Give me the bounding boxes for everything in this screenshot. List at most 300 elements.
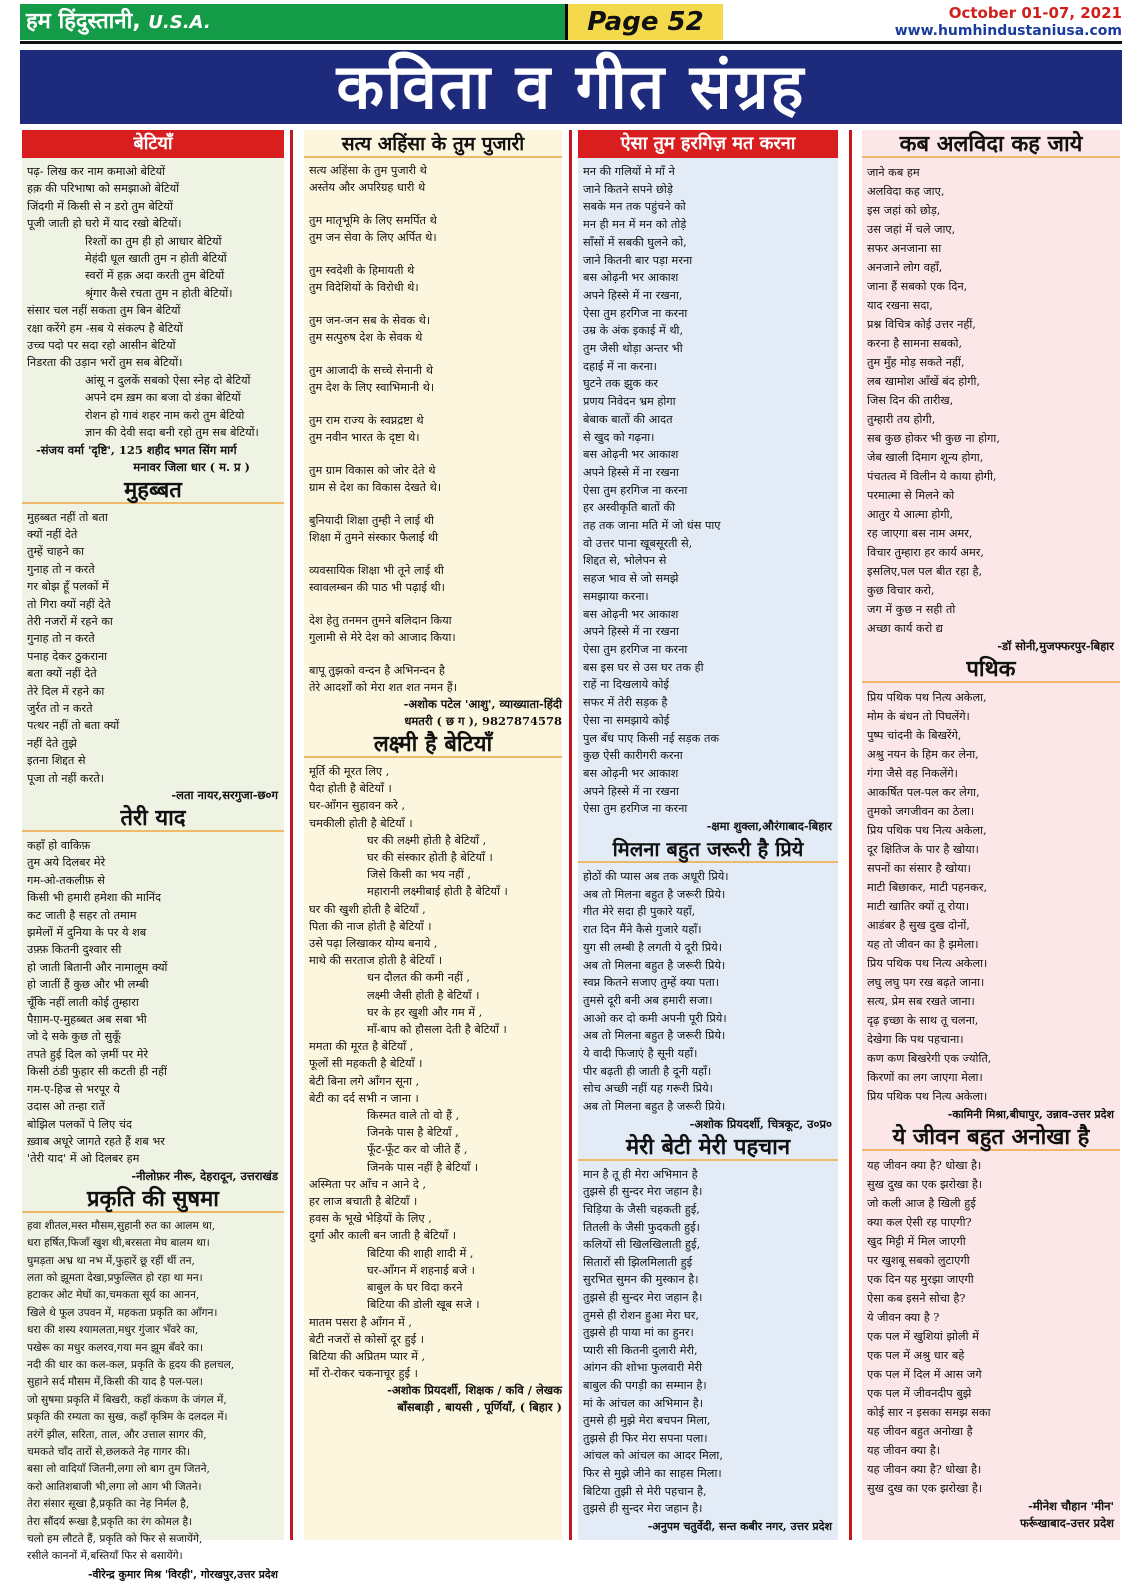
- poem-line: जुर्रत तो न करते: [27, 701, 93, 715]
- poem-line: तेरी नजरों में रहने का: [27, 614, 113, 628]
- poem-line: जिनके पास नहीं है बेटियाँ ।: [367, 1160, 479, 1174]
- poem-line: किसी ठंडी फुहार सी कटती ही नहीं: [27, 1065, 167, 1079]
- poem-line: [309, 346, 558, 363]
- poem-line: तुम नवीन भारत के दृष्टा थे।: [309, 430, 420, 444]
- poem-line: सत्य, प्रेम सब रखते जाना।: [867, 995, 975, 1008]
- poem-line: ज्ञान की देवी सदा बनी रहो तुम सब बेटियों।: [85, 426, 259, 440]
- poem-lakshmi: [304, 758, 562, 1382]
- poem-line: सुरभित सुमन की मुस्कान है।: [583, 1273, 699, 1287]
- poem-line: मेहंदी धूल खाती तुम न होती बेटियों: [85, 252, 227, 266]
- poem-line: देश हेतु तनमन तुमने बलिदान किया: [309, 614, 452, 627]
- poem-aisa-mat-karna: [578, 158, 838, 818]
- poem-line: खुद मिट्टी में मिल जाएगी: [867, 1235, 966, 1248]
- poem-line: प्रणय निवेदन भ्रम होगा: [583, 395, 676, 409]
- poem-line: बेबाक बातों की आदत: [583, 412, 673, 426]
- poem-author-place-lakshmi: बाँसबाड़ी , बायसी , पूर्णियाँ, ( बिहार ): [397, 1400, 562, 1415]
- poem-line: बस इस घर से उस घर तक ही: [583, 660, 704, 674]
- poem-line: इस जहां को छोड़,: [867, 204, 941, 217]
- poem-line: पखेरू का मधुर कलरव,गया मन झूम बँवरे का।: [27, 1341, 204, 1354]
- poem-line: तपते हुई दिल को ज़मीं पर मेरे: [27, 1047, 149, 1061]
- poem-line: तुझसे ही फिर मेरा सपना पला।: [583, 1431, 708, 1445]
- masthead: [20, 4, 1122, 42]
- poem-line: हो जाती बितानी और नामालूम क्यों: [27, 960, 168, 974]
- poem-line: देखेगा कि पथ पहचाना।: [867, 1033, 964, 1046]
- poem-line: करना है सामना सबको,: [867, 337, 963, 350]
- poem-line: होठों की प्यास अब तक अधूरी प्रिये।: [583, 870, 729, 884]
- poem-line: झमेलों में दुनिया के पर ये शब: [27, 926, 147, 940]
- poem-line: जिसे किसी का भय नहीं ,: [367, 868, 471, 882]
- poem-line: तुम आजादी के सच्चे सेनानी थे: [309, 364, 433, 377]
- poem-line: पंचतत्व में विलीन ये काया होगी,: [867, 470, 997, 483]
- poem-line: बाबुल के घर विदा करने: [367, 1281, 463, 1295]
- poem-line: गुलामी से मेरे देश को आजाद किया।: [309, 630, 456, 644]
- poem-line: संसार चल नहीं सकता तुम बिन बेटियों: [27, 304, 181, 318]
- poem-line: एक पल में अश्रु धार बहे: [867, 1349, 965, 1362]
- poem-line: [309, 246, 558, 263]
- poem-title-satya-ahinsa: सत्य अहिंसा के तुम पुजारी: [304, 130, 562, 158]
- poem-line: कलियों सी खिलखिलाती हुई,: [583, 1238, 701, 1252]
- poem-line: सहज भाव से जो समझे: [583, 572, 679, 586]
- poem-line: यह जीवन क्या है।: [867, 1444, 940, 1457]
- poem-line: साँसों में सबकी घुलने को,: [583, 235, 687, 249]
- poem-line: जो कली आज है खिली हुई: [867, 1197, 976, 1210]
- poem-line: 'तेरी याद' में ओ दिलबर हम: [27, 1152, 140, 1166]
- poem-line: अब तो मिलना बहुत है जरूरी प्रिये।: [583, 1029, 726, 1043]
- poem-line: तुम राम राज्य के स्वप्नद्रष्टा थे: [309, 414, 424, 427]
- poem-line: माँ-बाप को हौसला देती है बेटियाँ ।: [367, 1023, 507, 1037]
- poem-line: ख़्वाब अधूरे जागते रहते हैं शब भर: [27, 1134, 165, 1148]
- poem-line: क्यों नहीं देते: [27, 527, 78, 541]
- poem-title-jeevan: ये जीवन बहुत अनोखा है: [862, 1123, 1120, 1151]
- poem-line: प्रकृति की रम्यता का सुख, कहाँ कृत्रिम के दलदल में।: [27, 1411, 228, 1424]
- poem-line: सत्य अहिंसा के तुम पुजारी थे: [309, 164, 427, 177]
- poem-line: गंगा जैसे वह निकलेंगे।: [867, 767, 958, 780]
- column-divider: [849, 130, 852, 1540]
- poem-line: रह जाएगा बस नाम अमर,: [867, 527, 973, 540]
- poem-line: [309, 546, 558, 563]
- poem-line: अब तो मिलना बहुत है जरूरी प्रिये।: [583, 1100, 726, 1114]
- poem-line: सबके मन तक पहुंचने को: [583, 200, 686, 214]
- poem-title-aisa-mat-karna: ऐसा तुम हरगिज़ मत करना: [578, 130, 838, 158]
- poem-line: आकर्षित पल-पल कर लेगा,: [867, 786, 980, 799]
- poem-line: ऐसा ना समझाये कोई: [583, 713, 670, 727]
- poem-line: पुष्प चांदनी के बिखरेंगे,: [867, 729, 962, 742]
- poem-line: अच्छा कार्य करो द्य: [867, 622, 943, 635]
- poem-line: सुख दुख का एक झरोखा है।: [867, 1482, 983, 1495]
- poem-author-aisa-mat-karna: -क्षमा शुक्ला,औरंगाबाद-बिहार: [706, 819, 832, 834]
- column-2: [304, 130, 562, 1540]
- poem-line: अस्मिता पर आँच न आने दे ,: [309, 1177, 427, 1191]
- poem-line: दहाई में ना करना।: [583, 359, 657, 373]
- poem-line: [309, 296, 558, 313]
- poem-line: दूर क्षितिज के पार है खोया।: [867, 843, 979, 856]
- poem-line: तेरे दिल में रहने का: [27, 684, 105, 698]
- poem-line: इतना शिद्दत से: [27, 754, 86, 768]
- poem-line: व्यवसायिक शिक्षा भी तूने लाई थी: [309, 564, 444, 577]
- poem-line: मान है तू ही मेरा अभिमान है: [583, 1167, 698, 1181]
- poem-line: बता क्यों नहीं देते: [27, 667, 97, 681]
- poem-line: तरंगें झील, सरिता, ताल, और उत्ताल सागर की,: [27, 1428, 207, 1441]
- poem-author-satya-ahinsa: -अशोक पटेल 'आशु', व्याख्याता-हिंदी: [403, 697, 562, 711]
- poem-line: जिस दिन की तारीख,: [867, 394, 954, 407]
- poem-line: बेटी का दर्द सभी न जाना ।: [309, 1091, 419, 1105]
- poem-milna: [578, 863, 838, 1116]
- poem-line: आंसू न दुलकें सबको ऐसा स्नेह दो बेटियों: [85, 373, 251, 387]
- poem-title-betiyan: बेटियाँ: [22, 130, 284, 158]
- poem-title-mohabbat: मुहब्बत: [22, 476, 284, 504]
- poem-line: प्यारी सी कितनी दुलारी मेरी,: [583, 1343, 698, 1357]
- poem-line: जिंदगी में किसी से न डरो तुम बेटियों: [27, 199, 173, 213]
- poem-line: एक दिन यह मुरझा जाएगी: [867, 1273, 974, 1286]
- poem-line: सितारों सी झिलमिलाती हुई: [583, 1255, 693, 1269]
- poem-line: रोशन हो गावं शहर नाम करो तुम बेटियो: [85, 408, 245, 422]
- poem-author-milna: -अशोक प्रियदर्शी, चित्रकूट, उ०प्र०: [689, 1116, 832, 1131]
- poem-line: माटी बिछाकर, माटी पहनकर,: [867, 881, 988, 894]
- column-divider: [290, 130, 293, 1540]
- poem-line: गीत मेरे सदा ही पुकारे यहाँ,: [583, 905, 696, 919]
- issue-date: October 01-07, 2021: [948, 4, 1122, 22]
- poem-line: तुमसे ही रोशन हुआ मेरा घर,: [583, 1308, 699, 1322]
- poem-line: तुम्हें चाहने का: [27, 545, 85, 559]
- poem-line: ग्राम से देश का विकास देखते थे।: [309, 480, 442, 494]
- poem-line: माथे की सरताज होती है बेटियाँ ।: [309, 954, 443, 968]
- poem-line: पूजा तो नहीं करते।: [27, 771, 105, 785]
- poem-title-meri-beti: मेरी बेटी मेरी पहचान: [578, 1133, 838, 1161]
- poem-line: रात दिन मैंने कैसे गुजारे यहाँ।: [583, 923, 702, 937]
- poem-line: ऐसा तुम हरगिज ना करना: [583, 483, 688, 497]
- poem-line: यह जीवन क्या है? धोखा है।: [867, 1159, 982, 1172]
- poem-line: माँ रो-रोकर चकनाचूर हुई ।: [309, 1367, 418, 1381]
- poem-betiyan: [22, 158, 284, 442]
- poem-line: बापू तुझको वन्दन है अभिनन्दन है: [309, 664, 445, 677]
- poem-line: बेटी नजरों से कोसों दूर हुई ।: [309, 1332, 425, 1346]
- poem-line: बस ओढ़नी भर आकाश: [583, 766, 679, 780]
- poem-line: लता को झूमता देखा,प्रफुल्लित हो रहा था मन।: [27, 1271, 203, 1284]
- poem-line: प्रिय पथिक पथ नित्य अकेला,: [867, 691, 987, 704]
- poem-line: एक पल में खुशियां झोली में: [867, 1330, 979, 1343]
- poem-line: बिटिया की शाही शादी में ,: [367, 1246, 474, 1260]
- poem-line: हवस के भूखे भेड़ियों के लिए ,: [309, 1212, 432, 1226]
- poem-line: तुम देश के लिए स्वाभिमानी थे।: [309, 380, 435, 394]
- publication-title: [20, 4, 565, 40]
- poem-line: चमकते चाँद तारों से,छलकते नेह गागर की।: [27, 1446, 191, 1458]
- poem-author-place-betiyan: मनावर जिला धार ( म. प्र ): [133, 459, 250, 474]
- poem-line: [309, 496, 558, 513]
- poem-pathik: [862, 683, 1120, 1106]
- poem-line: ये जीवन क्या है ?: [867, 1311, 940, 1324]
- poem-line: कट जाती है सहर तो तमाम: [27, 908, 137, 922]
- poem-line: शिक्षा में तुमने संस्कार फैलाई थी: [309, 530, 439, 544]
- poem-line: मोम के बंधन तो पिघलेंगे।: [867, 710, 970, 723]
- poem-line: पनाह देकर ठुकराना: [27, 649, 108, 663]
- poem-line: अपने दम ख़म का बजा दो डंका बेटियों: [85, 391, 241, 405]
- poem-line: पैग़ाम-ए-मुहब्बत अब सबा भी: [27, 1013, 147, 1027]
- poem-line: सफर में तेरी सड़क है: [583, 696, 668, 710]
- poem-line: कुछ विचार करो,: [867, 584, 935, 597]
- poem-line: ऐसा तुम हरगिज ना करना: [583, 306, 688, 320]
- poem-line: मां के आंचल का अभिमान है।: [583, 1396, 704, 1410]
- poem-line: हटाकर ओट मेघों का,चमकता सूर्य का आनन,: [27, 1289, 200, 1302]
- poem-line: प्रिय पथिक पथ नित्य अकेला,: [867, 824, 987, 837]
- poem-line: सोच अच्छी नहीं यह गरूरी प्रिये।: [583, 1082, 713, 1096]
- poem-line: ऐसा तुम हरगिज ना करना: [583, 802, 688, 816]
- poem-line: आंगन की शोभा फुलवारी मेरी: [583, 1361, 703, 1375]
- poem-line: एक पल में जीवनदीप बुझे: [867, 1387, 972, 1400]
- poem-title-teri-yaad: तेरी याद: [22, 804, 284, 832]
- publication-suffix: U.S.A.: [148, 12, 211, 33]
- poem-line: नहीं देते तुझे: [27, 736, 77, 750]
- poem-line: कुछ ऐसी कारीगरी करना: [583, 749, 683, 763]
- poem-line: [309, 396, 558, 413]
- poem-line: घुमड़ता अभ्र था नभ में,फुहारें छू रहीं थीं तन,: [27, 1254, 195, 1267]
- poem-title-alvida: कब अलविदा कह जाये: [862, 130, 1120, 158]
- poem-line: नदी की धार का कल-कल, प्रकृति के हृदय की हलचल,: [27, 1358, 235, 1371]
- poem-line: एक पल में दिल में आस जगे: [867, 1368, 982, 1381]
- poem-line: तुम सत्पुरुष देश के सेवक थे: [309, 330, 423, 344]
- poem-line: किरणों का लग जाएगा मेला।: [867, 1071, 983, 1084]
- column-4: [862, 130, 1120, 1540]
- poem-line: घर की संस्कार होती है बेटियाँ ।: [367, 851, 493, 865]
- poem-line: धरा हर्षित,फिजाँ खुश थी,बरसता मेघ बालम था।: [27, 1237, 210, 1250]
- poem-title-prakriti: प्रकृति की सुषमा: [22, 1185, 284, 1213]
- poem-line: प्रिय पथिक पथ नित्य अकेला।: [867, 957, 988, 970]
- poem-line: धन दौलत की कमी नहीं ,: [367, 971, 470, 985]
- poem-line: तुम स्वदेशी के हिमायती थे: [309, 264, 415, 277]
- poem-line: जिनके पास है बेटियाँ ,: [367, 1126, 459, 1140]
- poem-line: शिद्दत से, भोलेपन से: [583, 554, 667, 568]
- poem-line: जग में कुछ न सही तो: [867, 603, 956, 616]
- poem-line: तुमसे दूरी बनी अब हमारी सजा।: [583, 993, 713, 1007]
- poem-line: बस ओढ़नी भर आकाश: [583, 448, 679, 462]
- poem-line: अनजाने लोग वहाँ,: [867, 261, 943, 274]
- poem-line: चूँकि नहीं लाती कोई तुम्हारा: [27, 995, 139, 1009]
- poem-line: तो गिरा क्यों नहीं देते: [27, 597, 111, 611]
- poem-line: युग सी लम्बी है लगती ये दूरी प्रिये।: [583, 940, 722, 954]
- poem-line: घर के हर खुशी और गम में ,: [367, 1005, 483, 1019]
- poem-author-betiyan: -संजय वर्मा 'दृष्टि', 125 शहीद भगत सिंग मार्ग: [36, 442, 237, 457]
- website-link[interactable]: www.humhindustaniusa.com: [894, 23, 1122, 39]
- poem-teri-yaad: [22, 832, 284, 1168]
- poem-line: क्या कल ऐसी रह पाएगी?: [867, 1216, 972, 1229]
- poem-line: निडरता की उड़ान भरों तुम सब बेटियों।: [27, 356, 183, 370]
- poem-line: [309, 646, 558, 663]
- poem-line: धरा की शस्य श्यामलता,मधुर गुंजार भँवरे का,: [27, 1324, 199, 1337]
- poem-title-milna: मिलना बहुत जरूरी है प्रिये: [578, 835, 838, 863]
- section-banner: कविता व गीत संग्रह: [20, 50, 1122, 124]
- poem-line: चमकीली होती है बेटियाँ ।: [309, 816, 413, 830]
- poem-line: उच्च पदो पर सदा रहो आसीन बेटियों: [27, 339, 176, 353]
- poem-prakriti: [22, 1213, 284, 1566]
- poem-line: कोई सार न इसका समझ सका: [867, 1406, 991, 1419]
- poem-author-place-jeevan: फर्रूखाबाद-उत्तर प्रदेश: [1019, 1516, 1114, 1530]
- poem-line: उस जहां में चले जाए,: [867, 223, 956, 236]
- column-divider: [569, 130, 572, 1540]
- poem-line: लक्ष्मी जैसी होती है बेटियाँ ।: [367, 988, 480, 1002]
- poem-line: जाने कितने सपने छोड़े: [583, 182, 673, 196]
- poem-line: स्वप्न कितने सजाए तुम्हें क्या पता।: [583, 976, 719, 990]
- poem-line: जेब खाली दिमाग शून्य होगा,: [867, 451, 984, 464]
- poem-line: राहें ना दिखलाये कोई: [583, 678, 669, 692]
- poem-line: तुम जैसी थोड़ा अन्तर भी: [583, 342, 683, 356]
- poem-line: तुझसे ही सुन्दर मेरा जहान है।: [583, 1502, 703, 1516]
- poem-line: ऐसा कब इसने सोचा है?: [867, 1292, 966, 1305]
- poem-line: सुहाने सर्द मौसम में,किसी की याद है पल-पल।: [27, 1376, 203, 1389]
- poem-line: मूर्ति की मूरत लिए ,: [309, 765, 390, 778]
- poem-line: तुम विदेशियों के विरोधी थे।: [309, 280, 419, 294]
- poem-line: गम-ए-हिज्र से भरपूर ये: [27, 1082, 120, 1096]
- poem-line: लब खामोश आँखें बंद होगी,: [867, 375, 981, 388]
- poem-line: तुम मुँह मोड़ सकते नहीं,: [867, 356, 965, 369]
- poem-line: बिटिया की अप्रितम प्यार में ,: [309, 1349, 426, 1363]
- poem-line: पर खुशबू सबको लुटाएगी: [867, 1254, 970, 1267]
- poem-line: उसे पढ़ा लिखाकर योग्य बनाये ,: [309, 937, 438, 951]
- poem-title-pathik: पथिक: [862, 655, 1120, 683]
- poem-line: तुम्हारी तय होगी,: [867, 413, 936, 426]
- poem-line: तेरा सौंदर्य रूखा है,प्रकृति का रंग कोमल है।: [27, 1515, 193, 1528]
- poem-line: गर बोझ हूँ पलकों में: [27, 580, 109, 594]
- poem-author-lakshmi: -अशोक प्रियदर्शी, शिक्षक / कवि / लेखक: [387, 1383, 562, 1398]
- poem-line: हक़ की परिभाषा को समझाओ बेटियों: [27, 182, 180, 196]
- poem-line: आडंबर है सुख दुख दोनों,: [867, 919, 970, 932]
- poem-line: विचार तुम्हारा हर कार्य अमर,: [867, 546, 984, 559]
- poem-line: बिटिया तुझी से मेरी पहचान है,: [583, 1484, 707, 1498]
- poem-author-mohabbat: -लता नायर,सरगुजा-छ०ग: [171, 788, 278, 802]
- poem-author-jeevan: -मीनेश चौहान 'मीन': [1028, 1499, 1114, 1513]
- poem-line: माटी खातिर क्यों तू रोया।: [867, 900, 970, 913]
- poem-line: पत्थर नहीं तो बता क्यों: [27, 719, 120, 733]
- poem-line: घुटने तक झुक कर: [583, 377, 659, 391]
- poem-author-teri-yaad: -नीलोफ़र नीरू, देहरादून, उत्तराखंड: [131, 1168, 278, 1183]
- poem-line: उम्र के अंक इकाई में थी,: [583, 324, 684, 338]
- poem-line: [309, 196, 558, 213]
- poem-line: आओ कर दो कमी अपनी पूरी प्रिये।: [583, 1011, 727, 1025]
- poem-alvida: [862, 158, 1120, 638]
- poem-line: घर-आँगन में शहनाई बजे ।: [367, 1263, 475, 1277]
- poem-line: बाबुल की पगड़ी का सम्मान है।: [583, 1378, 707, 1392]
- poem-line: अपने हिस्से में ना रखना,: [583, 288, 683, 302]
- poem-line: याद रखना सदा,: [867, 299, 933, 312]
- poem-line: पिता की नाज होती है बेटियाँ ।: [309, 919, 432, 933]
- poem-line: मन ही मन में मन को तोड़े: [583, 218, 687, 232]
- poem-title-lakshmi: लक्ष्मी है बेटियाँ: [304, 730, 562, 758]
- poem-line: अब तो मिलना बहुत है जरूरी प्रिये।: [583, 887, 726, 901]
- poem-line: तुझसे ही सुन्दर मेरा जहान है।: [583, 1185, 703, 1199]
- poem-line: [309, 446, 558, 463]
- poem-line: उफ़्फ़ कितनी दुश्वार सी: [27, 943, 122, 957]
- column-1: [22, 130, 284, 1581]
- poem-line: बुनियादी शिक्षा तुम्ही ने लाई थी: [309, 514, 434, 527]
- poem-line: मन की गलियों मे माँ ने: [583, 165, 675, 178]
- poem-line: तुम जन सेवा के लिए अर्पित थे।: [309, 230, 437, 244]
- poem-line: यह तो जीवन का है झमेला।: [867, 938, 979, 951]
- poem-line: रक्षा करेंगे हम -सब ये संकल्प है बेटियों: [27, 321, 183, 335]
- poem-line: अपने हिस्से में ना रखना: [583, 465, 679, 479]
- poem-satya-ahinsa: [304, 158, 562, 696]
- poem-line: ममता की मूरत है बेटियाँ ,: [309, 1040, 414, 1054]
- poem-line: खिले थे फूल उपवन में, महकता प्रकृति का आँगन।: [27, 1306, 218, 1319]
- poem-line: तुझसे ही पाया मां का हुनर।: [583, 1326, 694, 1340]
- poem-line: सपनों का संसार है खोया।: [867, 862, 971, 875]
- poem-line: चिड़िया के जैसी चहकती हुई,: [583, 1203, 700, 1217]
- poem-line: गम-ओ-तकलीफ़ से: [27, 873, 105, 887]
- poem-line: प्रिय पथिक पथ नित्य अकेला।: [867, 1090, 988, 1103]
- poem-line: करो आतिशबाजी भी,लगा लो आग भी जितने।: [27, 1480, 202, 1493]
- publication-name: हम हिंदुस्तानी,: [26, 9, 141, 34]
- poem-line: अस्तेय और अपरिग्रह धारी थे: [309, 180, 426, 194]
- poem-line: दृढ़ इच्छा के साथ तू चलना,: [867, 1014, 979, 1027]
- poem-line: किस्मत वाले तो वो हैं ,: [367, 1109, 460, 1123]
- poem-line: परमात्मा से मिलने को: [867, 489, 955, 502]
- poem-line: ये वादी फिजाएं है सूनी यहाँ।: [583, 1047, 698, 1061]
- poem-line: फूँट-फूँट कर वो जीते हैं ,: [367, 1143, 468, 1157]
- poem-mohabbat: [22, 504, 284, 788]
- poem-author-place-satya-ahinsa: धमतरी ( छ ग ), 9827874578: [404, 714, 562, 728]
- poem-line: स्वरों में हक़ अदा करती तुम बेटियों: [85, 269, 225, 283]
- poem-line: किसी भी हमारी हमेशा की मानिंद: [27, 891, 162, 905]
- masthead-divider: [20, 41, 1122, 44]
- poem-jeevan: [862, 1151, 1120, 1498]
- poem-line: आतुर ये आत्मा होगी,: [867, 508, 954, 521]
- poem-line: बेटी बिना लगे आँगन सूना ,: [309, 1074, 420, 1088]
- poem-line: गुनाह तो न करते: [27, 632, 95, 646]
- poem-line: आंचल को आंचल का आदर मिला,: [583, 1449, 723, 1463]
- poem-line: रिश्तों का तुम ही हो आधार बेटियों: [85, 234, 222, 248]
- poem-line: तुम जन-जन सब के सेवक थे।: [309, 314, 431, 327]
- poem-line: सुख दुख का एक झरोखा है।: [867, 1178, 983, 1191]
- poem-line: इसलिए,पल पल बीत रहा है,: [867, 565, 983, 578]
- poem-line: फूलों सी महकती है बेटियाँ ।: [309, 1057, 423, 1071]
- poem-line: अपने हिस्से में ना रखना: [583, 625, 679, 639]
- masthead-info: [895, 4, 1122, 40]
- poem-line: जाना हैं सबको एक दिन,: [867, 280, 968, 293]
- poem-line: पैदा होती है बेटियाँ ।: [309, 782, 392, 796]
- poem-line: अपने हिस्से में ना रखना: [583, 784, 679, 798]
- poem-line: पीर बढ़ती ही जाती है दूनी यहाँ।: [583, 1064, 712, 1078]
- poem-line: घर-आँगन सुहावन करे ,: [309, 799, 406, 813]
- page-number: Page 52: [565, 4, 723, 40]
- poem-line: तुम मातृभूमि के लिए समर्पित थे: [309, 214, 437, 227]
- poem-author-prakriti: -वीरेन्द्र कुमार मिश्र 'विरही', गोरखपुर,उत्तर प्रदेश: [88, 1567, 278, 1581]
- poem-line: गुनाह तो न करते: [27, 562, 95, 576]
- poem-line: चलो हम लौटते हैं, प्रकृति को फिर से सजायेंगे,: [27, 1533, 203, 1546]
- poem-line: तह तक जाना मति में जो धंस पाए: [583, 519, 721, 533]
- poem-line: जाने कब हम: [867, 166, 920, 179]
- poem-line: बस ओढ़नी भर आकाश: [583, 271, 679, 285]
- column-3: [578, 130, 838, 1540]
- poem-line: जाने कितनी बार पड़ा मरना: [583, 253, 693, 267]
- poem-line: तुम ग्राम विकास को जोर देते थे: [309, 464, 436, 477]
- poem-line: तुमसे ही मुझे मेरा बचपन मिला,: [583, 1414, 711, 1428]
- poem-line: बोझिल पलकों पे लिए चंद: [27, 1117, 132, 1131]
- poem-line: मातम पसरा है आँगन में ,: [309, 1315, 412, 1329]
- poem-line: तेरा संसार सूखा है,प्रकृति का नेह निर्मल है,: [27, 1498, 190, 1511]
- poem-author-pathik: -कामिनी मिश्रा,बीघापुर, उन्नाव-उत्तर प्रदेश: [947, 1108, 1114, 1121]
- poem-line: बस ओढ़नी भर आकाश: [583, 607, 679, 621]
- poem-line: पूजी जाती हो घरो में याद रखो बेटियों।: [27, 217, 182, 231]
- poem-line: अश्रु नयन के हिम कर लेना,: [867, 748, 979, 761]
- poem-line: कहाँ हो वाकिफ़: [27, 839, 91, 852]
- poem-line: यह जीवन बहुत अनोखा है: [867, 1425, 973, 1438]
- poem-line: पढ़- लिख कर नाम कमाओ बेटियों: [27, 165, 166, 178]
- poem-meri-beti: [578, 1161, 838, 1518]
- poem-line: सफर अनजाना सा: [867, 242, 942, 255]
- poem-line: पुल बँध पाए किसी नई सड़क तक: [583, 731, 720, 745]
- poem-line: महारानी लक्ष्मीबाई होती है बेटियाँ ।: [367, 885, 508, 899]
- poem-line: से खुद को गढ़ना।: [583, 430, 655, 444]
- poem-line: घर की लक्ष्मी होती है बेटियाँ ,: [367, 833, 487, 847]
- poem-line: सब कुछ होकर भी कुछ ना होगा,: [867, 432, 1000, 445]
- poem-line: तेरे आदर्शों को मेरा शत शत नमन हैं।: [309, 680, 458, 694]
